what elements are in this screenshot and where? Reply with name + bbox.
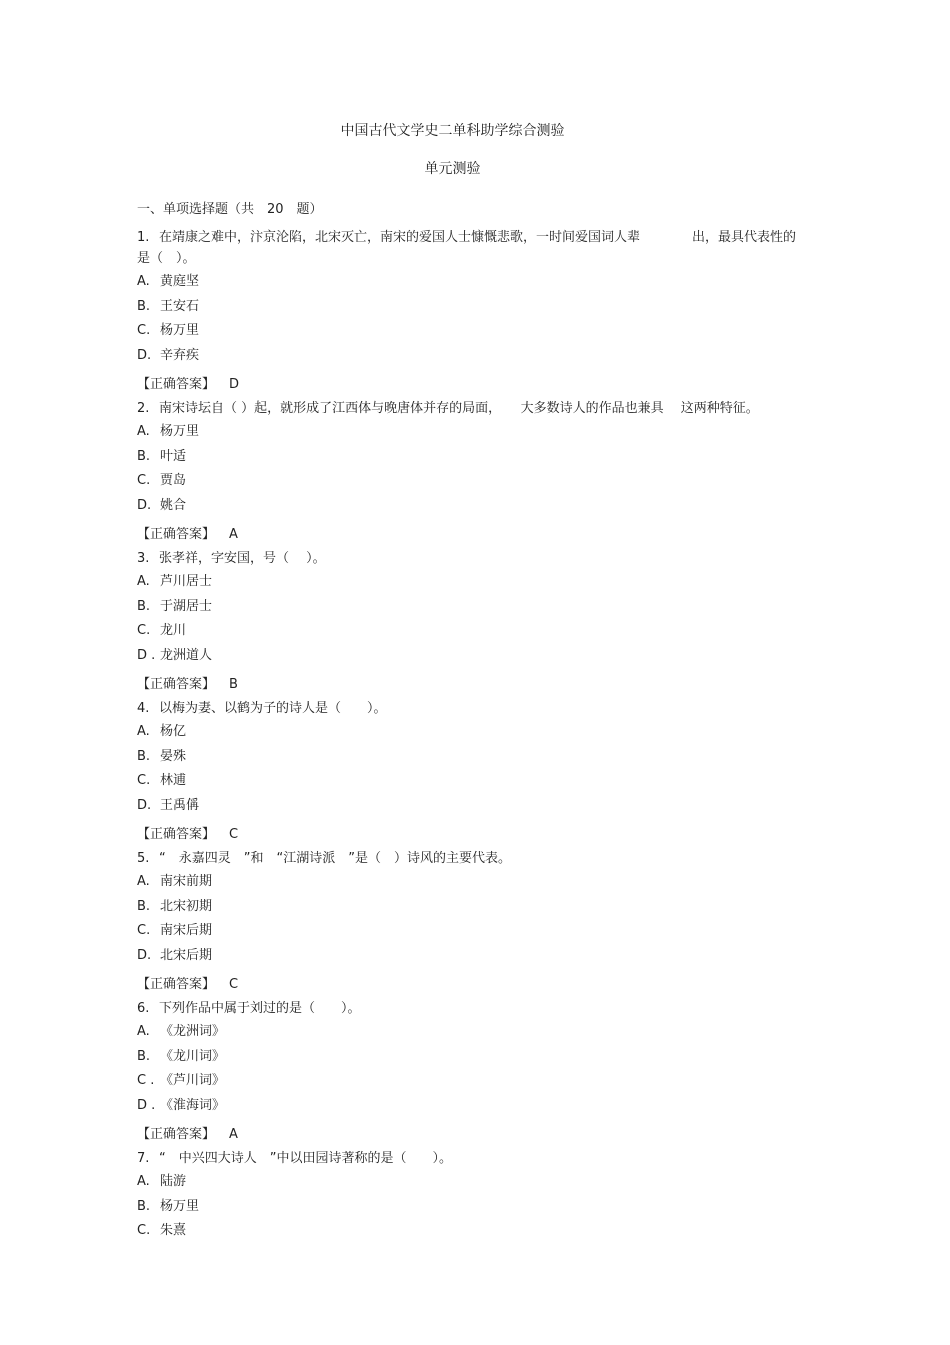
- option-label: D.: [137, 947, 152, 963]
- option-label: B.: [137, 748, 151, 764]
- question-block: [137, 698, 797, 848]
- option-label: C.: [137, 923, 151, 938]
- question-text: [137, 848, 797, 869]
- question-text: [137, 998, 797, 1019]
- option-text: 杨万里: [160, 424, 200, 439]
- option: [137, 720, 797, 745]
- option: [137, 445, 797, 470]
- document-title: 中国古代文学史二单科助学综合测验: [340, 123, 565, 139]
- option-text: 龙洲道人: [160, 647, 213, 663]
- option-text: 于湖居士: [160, 598, 213, 614]
- option-label: D.: [137, 497, 152, 513]
- option: [137, 644, 797, 669]
- option-text: 陆游: [160, 1174, 187, 1189]
- option-label: C.: [137, 473, 151, 488]
- question-number: 2.: [137, 401, 150, 416]
- answer-value: C: [229, 827, 239, 842]
- answer-key-label: 【正确答案】: [137, 527, 216, 542]
- answer-line: [137, 671, 797, 698]
- option-label: C.: [137, 1223, 151, 1238]
- option: [137, 494, 797, 519]
- option-text: 朱熹: [160, 1223, 187, 1238]
- question-block: [137, 548, 797, 698]
- question-stem: “ 永嘉四灵 ”和 “江湖诗派 ”是（ ）诗风的主要代表。: [159, 851, 511, 866]
- option-text: 黄庭坚: [160, 274, 200, 289]
- document-subtitle: 单元测验: [424, 161, 481, 177]
- option-label: C.: [137, 323, 151, 338]
- option-text: 晏殊: [160, 748, 187, 764]
- answer-line: [137, 371, 797, 398]
- answer-key-label: 【正确答案】: [137, 827, 216, 842]
- answer-key-label: 【正确答案】: [137, 377, 216, 392]
- option: [137, 344, 797, 369]
- option: [137, 619, 797, 644]
- option-label: D .: [137, 1097, 156, 1113]
- question-number: 7.: [137, 1151, 150, 1166]
- question-stem: 下列作品中属于刘过的是（ ）。: [159, 1001, 361, 1016]
- question-number: 5.: [137, 851, 150, 866]
- option: [137, 420, 797, 445]
- question-list: [137, 199, 797, 1244]
- option: [137, 270, 797, 295]
- answer-key-label: 【正确答案】: [137, 1127, 216, 1142]
- option-text: 林逋: [160, 773, 187, 788]
- answer-value: A: [229, 1127, 238, 1142]
- option-text: 姚合: [160, 497, 187, 513]
- option-text: 叶适: [160, 448, 187, 464]
- option-text: 辛弃疾: [160, 347, 200, 363]
- answer-value: C: [229, 977, 239, 992]
- option: [137, 319, 797, 344]
- answer-value: D: [229, 377, 240, 392]
- option-text: 北宋初期: [160, 898, 213, 914]
- question-stem: 以梅为妻、以鹤为子的诗人是（ ）。: [159, 701, 387, 716]
- option: [137, 1094, 797, 1119]
- option-label: D.: [137, 347, 152, 363]
- option-text: 龙川: [160, 623, 187, 638]
- option: [137, 1219, 797, 1244]
- answer-key-label: 【正确答案】: [137, 977, 216, 992]
- option: [137, 570, 797, 595]
- option: [137, 745, 797, 770]
- option-label: A.: [137, 724, 150, 739]
- option-label: A.: [137, 1024, 150, 1039]
- question-stem: 南宋诗坛自（ ）起，就形成了江西体与晚唐体并存的局面， 大多数诗人的作品也兼具 这两种特征。: [159, 401, 759, 416]
- option: [137, 1020, 797, 1045]
- option: [137, 595, 797, 620]
- option: [137, 919, 797, 944]
- option-text: 贾岛: [160, 473, 187, 488]
- answer-value: A: [229, 527, 238, 542]
- option-label: A.: [137, 874, 150, 889]
- option-text: 王禹偁: [160, 797, 200, 813]
- option: [137, 1170, 797, 1195]
- question-block: [137, 848, 797, 998]
- option: [137, 469, 797, 494]
- question-stem: 在靖康之难中，汴京沦陷，北宋灭亡，南宋的爱国人士慷慨悲歌，一时间爱国词人辈 出，最具代表性的是（ ）。: [137, 230, 797, 266]
- option-text: 王安石: [160, 298, 200, 314]
- option-label: B.: [137, 298, 151, 314]
- section-heading: 一、单项选择题（共 20 题）: [137, 202, 323, 217]
- option-label: C.: [137, 623, 151, 638]
- option: [137, 794, 797, 819]
- option-label: A.: [137, 574, 150, 589]
- answer-key-label: 【正确答案】: [137, 677, 216, 692]
- option-label: A.: [137, 424, 150, 439]
- question-text: [137, 398, 797, 419]
- option-label: A.: [137, 1174, 150, 1189]
- option-text: 杨万里: [160, 323, 200, 338]
- option-label: A.: [137, 274, 150, 289]
- question-text: [137, 1148, 797, 1169]
- answer-value: B: [229, 677, 238, 692]
- option: [137, 1045, 797, 1070]
- option-text: 芦川居士: [160, 574, 213, 589]
- question-stem: 张孝祥，字安国，号（ ）。: [159, 551, 326, 566]
- option-text: 杨亿: [160, 724, 187, 739]
- question-number: 3.: [137, 551, 150, 566]
- option: [137, 1069, 797, 1094]
- answer-line: [137, 521, 797, 548]
- option-label: D .: [137, 647, 156, 663]
- option-text: 《淮海词》: [160, 1097, 226, 1113]
- question-block: [137, 398, 797, 548]
- question-number: 4.: [137, 701, 150, 716]
- option: [137, 295, 797, 320]
- question-number: 6.: [137, 1001, 150, 1016]
- option-label: B.: [137, 898, 151, 914]
- option: [137, 870, 797, 895]
- option: [137, 769, 797, 794]
- option-text: 北宋后期: [160, 947, 213, 963]
- question-block: [137, 1148, 797, 1244]
- question-text: [137, 548, 797, 569]
- option-label: B.: [137, 1198, 151, 1214]
- option-text: 南宋前期: [160, 874, 213, 889]
- option-text: 《龙川词》: [160, 1048, 226, 1064]
- option-label: D.: [137, 797, 152, 813]
- option-label: B.: [137, 1048, 151, 1064]
- question-text: [137, 227, 797, 269]
- answer-line: [137, 821, 797, 848]
- option: [137, 1195, 797, 1220]
- option: [137, 944, 797, 969]
- answer-line: [137, 971, 797, 998]
- option-text: 《芦川词》: [160, 1073, 226, 1088]
- option-text: 杨万里: [160, 1198, 200, 1214]
- option-label: B.: [137, 598, 151, 614]
- question-text: [137, 698, 797, 719]
- option-text: 南宋后期: [160, 923, 213, 938]
- option: [137, 895, 797, 920]
- question-number: 1.: [137, 230, 150, 245]
- option-label: C .: [137, 1073, 155, 1088]
- option-label: B.: [137, 448, 151, 464]
- question-stem: “ 中兴四大诗人 ”中以田园诗著称的是（ ）。: [159, 1151, 452, 1166]
- answer-line: [137, 1121, 797, 1148]
- question-block: [137, 998, 797, 1148]
- question-block: [137, 227, 797, 398]
- option-label: C.: [137, 773, 151, 788]
- option-text: 《龙洲词》: [160, 1024, 226, 1039]
